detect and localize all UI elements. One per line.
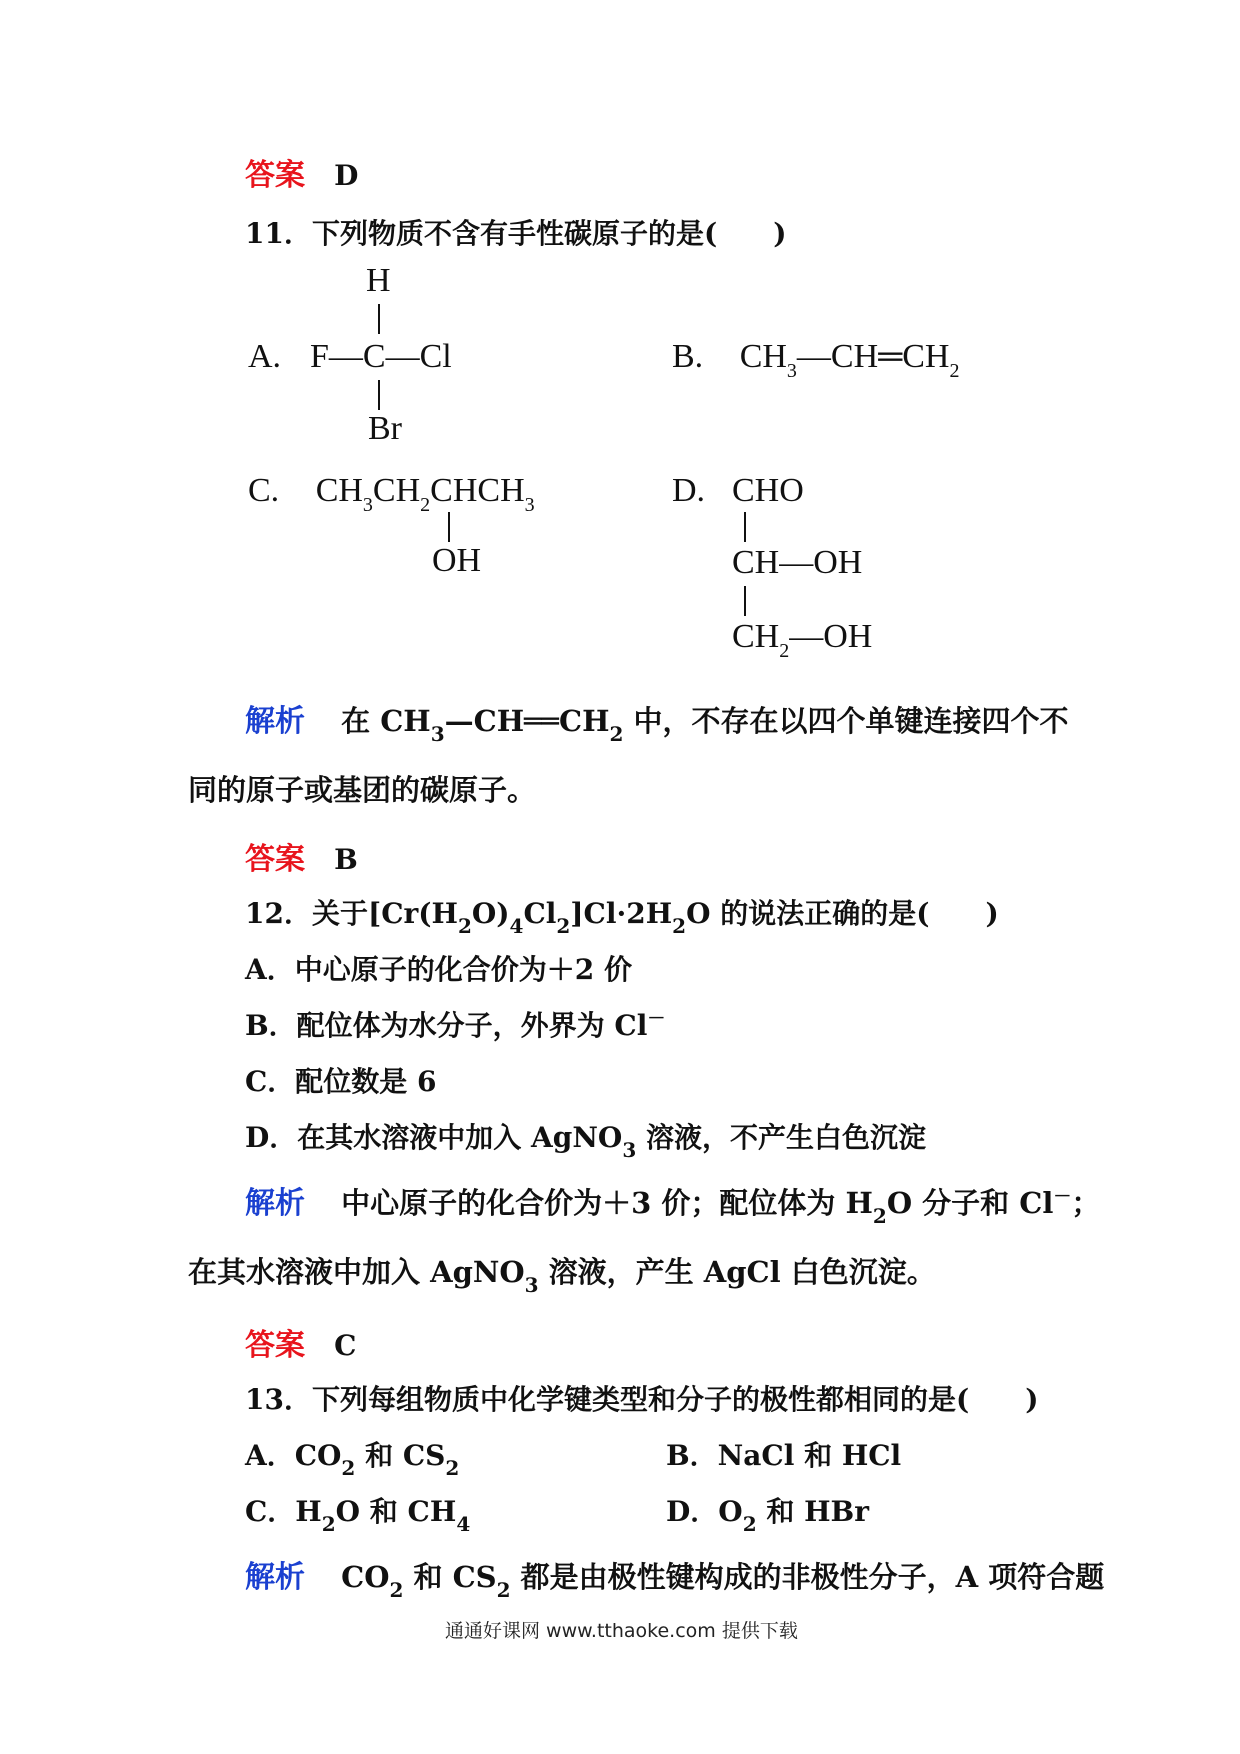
text: ]Cl·2H xyxy=(570,897,673,930)
subscript: 3 xyxy=(622,1138,637,1162)
formula-part: CH xyxy=(739,338,787,375)
superscript: － xyxy=(1053,1186,1072,1208)
subscript: 2 xyxy=(779,640,790,662)
question-12-stem xyxy=(245,892,999,938)
subscript: 2 xyxy=(742,1512,757,1536)
text: D．O xyxy=(666,1495,743,1528)
text: O 的说法正确的是( ) xyxy=(686,897,999,930)
subscript: 2 xyxy=(445,1456,460,1480)
group-ch2-oh xyxy=(732,618,872,663)
bond-vertical xyxy=(378,304,380,334)
text: 和 HBr xyxy=(756,1495,869,1528)
answer-label: 答案 xyxy=(245,1328,305,1363)
q13-option-a xyxy=(245,1434,459,1480)
answer-value: D xyxy=(334,159,359,192)
formula-part: CH xyxy=(372,472,421,509)
formula-part: CH xyxy=(732,618,780,655)
superscript: － xyxy=(647,1008,666,1030)
subscript: 4 xyxy=(509,914,524,938)
bond-vertical xyxy=(448,512,450,542)
subscript: 2 xyxy=(672,914,687,938)
subscript: 3 xyxy=(430,722,445,746)
subscript: 3 xyxy=(524,1273,539,1297)
option-letter: B. xyxy=(672,338,704,375)
answer-label: 答案 xyxy=(245,842,305,877)
subscript: 2 xyxy=(609,722,624,746)
page-footer: 通通好课网 www.tthaoke.com 提供下载 xyxy=(445,1620,798,1642)
formula-part: —CH═CH xyxy=(796,338,950,375)
answer-line-12 xyxy=(245,1320,356,1364)
text: 在其水溶液中加入 AgNO xyxy=(188,1255,525,1289)
text: Cl xyxy=(523,897,557,930)
text: —CH══CH xyxy=(444,704,610,738)
subscript: 2 xyxy=(389,1578,404,1602)
group-cho: CHO xyxy=(732,472,804,509)
group-ch-oh: CH—OH xyxy=(732,544,863,581)
q12-option-b xyxy=(245,1004,665,1044)
text: O 分子和 Cl xyxy=(886,1186,1054,1220)
text: A．CO xyxy=(245,1439,342,1472)
text: ； xyxy=(1071,1186,1101,1220)
bond-vertical xyxy=(378,380,380,410)
q13-option-c xyxy=(245,1490,470,1536)
q12-option-a: A．中心原子的化合价为＋2 价 xyxy=(245,953,632,986)
text: 12．关于[Cr(H xyxy=(245,897,458,930)
answer-line-10 xyxy=(245,150,358,194)
atom-br: Br xyxy=(368,410,402,447)
text: D．在其水溶液中加入 AgNO xyxy=(245,1121,623,1154)
text: 在 CH xyxy=(341,704,431,738)
option-c-formula xyxy=(248,472,535,517)
text: 和 CS xyxy=(403,1560,497,1594)
analysis-12-line-2 xyxy=(188,1250,936,1297)
text: 溶液，不产生白色沉淀 xyxy=(636,1121,926,1154)
branch-oh: OH xyxy=(432,542,482,579)
analysis-13-line-1 xyxy=(245,1552,1104,1602)
text: 和 CS xyxy=(355,1439,446,1472)
text: 溶液，产生 AgCl 白色沉淀。 xyxy=(538,1255,936,1289)
q13-option-b: B．NaCl 和 HCl xyxy=(666,1439,902,1472)
analysis-label: 解析 xyxy=(245,1560,305,1595)
q11-option-b xyxy=(672,338,959,383)
text: O 和 CH xyxy=(335,1495,457,1528)
text: 都是由极性键构成的非极性分子，A 项符合题 xyxy=(510,1560,1105,1594)
question-11-stem: 11．下列物质不含有手性碳原子的是( ) xyxy=(245,217,787,250)
text: 中，不存在以四个单键连接四个不 xyxy=(623,704,1069,738)
answer-line-11 xyxy=(245,834,358,878)
q12-option-d xyxy=(245,1116,926,1162)
formula-part: —OH xyxy=(789,618,873,655)
answer-value: B xyxy=(334,843,358,876)
subscript: 2 xyxy=(496,1578,511,1602)
subscript: 2 xyxy=(457,914,472,938)
subscript: 2 xyxy=(341,1456,356,1480)
subscript: 2 xyxy=(872,1204,887,1228)
chain-f-c-cl: F—C—Cl xyxy=(310,338,452,375)
text: CO xyxy=(341,1560,390,1594)
option-letter: D. xyxy=(672,472,706,509)
question-13-stem: 13．下列每组物质中化学键类型和分子的极性都相同的是( ) xyxy=(245,1383,1039,1416)
formula-part: CHCH xyxy=(430,472,525,509)
text: C．H xyxy=(245,1495,322,1528)
subscript: 2 xyxy=(556,914,571,938)
subscript: 4 xyxy=(456,1512,471,1536)
q12-option-c: C．配位数是 6 xyxy=(245,1065,437,1098)
subscript: 3 xyxy=(362,494,373,516)
atom-h: H xyxy=(366,262,391,299)
option-letter: A. xyxy=(248,338,282,375)
subscript: 3 xyxy=(786,360,797,382)
bond-vertical xyxy=(744,512,746,542)
subscript: 3 xyxy=(524,494,535,516)
analysis-11-line-1 xyxy=(245,696,1069,746)
subscript: 2 xyxy=(420,494,431,516)
q13-option-d xyxy=(666,1490,869,1536)
analysis-label: 解析 xyxy=(245,704,305,739)
text: O) xyxy=(471,897,510,930)
analysis-label: 解析 xyxy=(245,1186,305,1221)
formula-part: CH xyxy=(315,472,363,509)
bond-vertical xyxy=(744,586,746,616)
subscript: 2 xyxy=(321,1512,336,1536)
subscript: 2 xyxy=(949,360,960,382)
text: B．配位体为水分子，外界为 Cl xyxy=(245,1009,648,1042)
analysis-12-line-1 xyxy=(245,1178,1100,1228)
option-letter: C. xyxy=(248,472,280,509)
answer-label: 答案 xyxy=(245,158,305,193)
answer-value: C xyxy=(334,1329,357,1362)
text: 中心原子的化合价为＋3 价；配位体为 H xyxy=(341,1186,873,1220)
analysis-11-line-2: 同的原子或基团的碳原子。 xyxy=(188,773,537,807)
